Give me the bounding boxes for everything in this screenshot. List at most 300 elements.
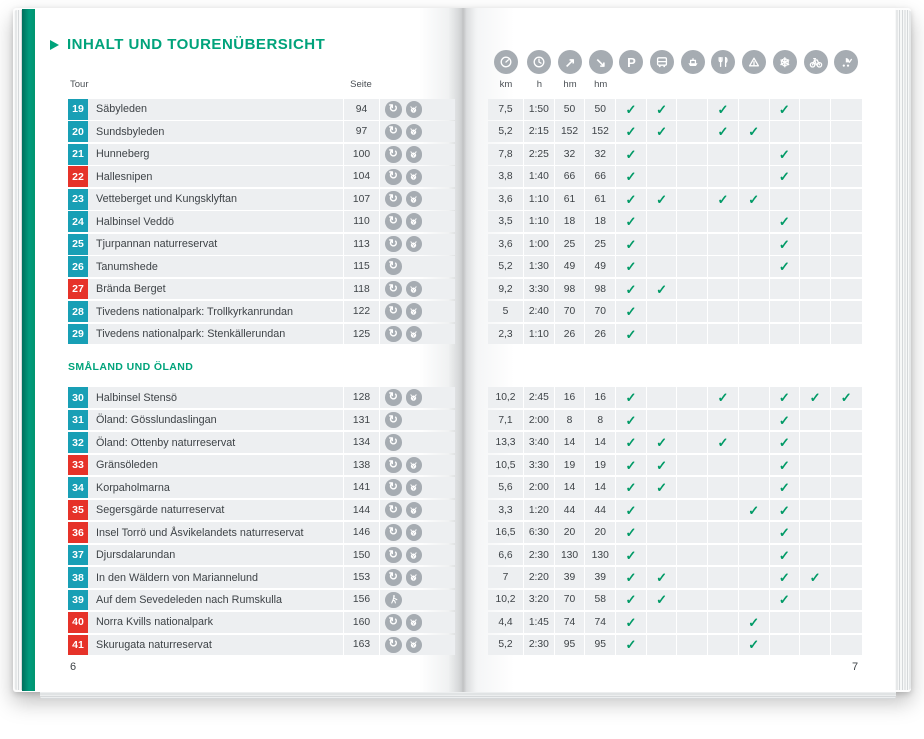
check-cell-bike (800, 567, 831, 588)
km-value: 10,5 (488, 455, 524, 476)
tour-type-icons (379, 477, 455, 498)
check-icon: ✓ (625, 570, 637, 585)
check-cell-bike (800, 324, 831, 345)
check-cell-parking (616, 455, 647, 476)
check-icon: ✓ (748, 637, 760, 653)
tour-name: Tjurpannan naturreservat (96, 238, 218, 251)
tour-row (68, 567, 862, 588)
check-cell-shelter (739, 500, 770, 521)
check-icon: ✓ (625, 390, 637, 406)
dog-icon (406, 281, 423, 298)
time-value: 1:50 (524, 99, 555, 120)
descent-value: 39 (585, 567, 616, 588)
tour-row-right (488, 545, 862, 566)
km-value: 16,5 (488, 522, 524, 543)
tour-row (68, 455, 862, 476)
tour-type-icons (379, 121, 455, 142)
tour-name: Korpaholmarna (96, 481, 170, 494)
tour-row-left (68, 256, 455, 277)
check-cell-restaurant (708, 500, 739, 521)
check-cell-shelter (739, 301, 770, 322)
check-cell-restaurant (708, 166, 739, 187)
time-value: 2:20 (524, 567, 555, 588)
descent-value: 130 (585, 545, 616, 566)
check-icon: ✓ (625, 502, 637, 518)
title-arrow-icon (50, 40, 59, 50)
gutter-gap (455, 166, 488, 187)
ascent-icon: ↗ (558, 50, 582, 74)
column-label-tour: Tour (70, 79, 89, 90)
check-cell-ferry (677, 189, 708, 210)
check-cell-bike (800, 234, 831, 255)
check-cell-winter (770, 279, 801, 300)
check-cell-shelter (739, 522, 770, 543)
check-cell-winter (770, 477, 801, 498)
dog-icon (406, 101, 423, 118)
tour-type-icons (379, 301, 455, 322)
tour-type-icons (379, 99, 455, 120)
tour-row-right (488, 522, 862, 543)
unit-label-clock: h (536, 79, 542, 90)
tour-number-badge: 31 (68, 410, 88, 431)
check-cell-restaurant (708, 234, 739, 255)
tour-page-number: 141 (343, 477, 379, 498)
tour-row (68, 590, 862, 611)
tour-page-number: 128 (343, 387, 379, 408)
descent-value: 19 (585, 455, 616, 476)
check-cell-stroller (831, 455, 862, 476)
page-title: INHALT UND TOURENÜBERSICHT (67, 36, 326, 53)
tour-name: Hunneberg (96, 148, 150, 161)
check-icon: ✓ (625, 281, 637, 297)
km-value: 7,1 (488, 410, 524, 431)
check-icon: ✓ (778, 169, 790, 185)
time-value: 3:20 (524, 590, 555, 611)
descent-value: 26 (585, 324, 616, 345)
check-cell-shelter (739, 144, 770, 165)
check-cell-bike (800, 455, 831, 476)
descent-value: 49 (585, 256, 616, 277)
tour-row (68, 477, 862, 498)
tour-row-right (488, 477, 862, 498)
km-value: 7,8 (488, 144, 524, 165)
gutter-gap (455, 635, 488, 656)
tour-row-right (488, 387, 862, 408)
clock-icon (527, 50, 551, 74)
check-cell-winter (770, 121, 801, 142)
check-cell-ferry (677, 234, 708, 255)
check-icon: ✓ (625, 214, 637, 230)
check-cell-bus (647, 410, 678, 431)
check-cell-shelter (739, 590, 770, 611)
gutter-gap (455, 567, 488, 588)
check-cell-parking (616, 166, 647, 187)
check-cell-shelter (739, 410, 770, 431)
time-value: 2:00 (524, 477, 555, 498)
check-cell-bus (647, 256, 678, 277)
tour-row-left (68, 99, 455, 120)
tour-row (68, 234, 862, 255)
km-value: 3,6 (488, 189, 524, 210)
check-cell-winter (770, 189, 801, 210)
descent-value: 32 (585, 144, 616, 165)
check-cell-winter (770, 324, 801, 345)
check-cell-parking (616, 144, 647, 165)
tour-row (68, 189, 862, 210)
tour-name: Vetteberget und Kungsklyftan (96, 193, 238, 206)
ascent-value: 98 (555, 279, 586, 300)
check-cell-bike (800, 522, 831, 543)
check-icon: ✓ (778, 525, 790, 541)
check-cell-parking (616, 635, 647, 656)
gutter-gap (455, 99, 488, 120)
check-icon: ✓ (656, 480, 668, 496)
check-cell-winter (770, 387, 801, 408)
ascent-value: 19 (555, 455, 586, 476)
km-value: 3,8 (488, 166, 524, 187)
check-cell-winter (770, 256, 801, 277)
tour-type-icons (379, 432, 455, 453)
descent-value: 70 (585, 301, 616, 322)
check-icon: ✓ (625, 547, 637, 563)
check-cell-shelter (739, 166, 770, 187)
tour-row (68, 545, 862, 566)
check-cell-parking (616, 567, 647, 588)
loop-icon: ↻ (385, 281, 402, 298)
time-value: 3:30 (524, 455, 555, 476)
dog-icon (406, 457, 423, 474)
dog-icon (406, 236, 423, 253)
loop-icon: ↻ (385, 236, 402, 253)
check-cell-winter (770, 99, 801, 120)
tour-type-icons (379, 324, 455, 345)
tour-number-badge: 33 (68, 455, 88, 476)
tour-row-right (488, 432, 862, 453)
header-col-ascent (555, 50, 586, 74)
time-value: 1:10 (524, 211, 555, 232)
tour-number-badge: 28 (68, 301, 88, 322)
check-cell-restaurant (708, 567, 739, 588)
dog-icon (406, 479, 423, 496)
tour-name: Säbyleden (96, 103, 148, 116)
check-cell-bus (647, 189, 678, 210)
check-cell-parking (616, 387, 647, 408)
check-cell-bus (647, 166, 678, 187)
loop-icon: ↻ (385, 479, 402, 496)
check-cell-bus (647, 432, 678, 453)
tour-row (68, 256, 862, 277)
check-cell-stroller (831, 522, 862, 543)
loop-icon: ↻ (385, 412, 402, 429)
tour-page-number: 150 (343, 545, 379, 566)
dog-icon (406, 614, 423, 631)
tour-row-left (68, 477, 455, 498)
gutter-gap (455, 545, 488, 566)
check-cell-winter (770, 144, 801, 165)
check-cell-stroller (831, 567, 862, 588)
check-cell-restaurant (708, 324, 739, 345)
time-value: 2:30 (524, 545, 555, 566)
unit-label-bike (800, 79, 831, 90)
loop-icon: ↻ (385, 457, 402, 474)
tour-page-number: 94 (343, 99, 379, 120)
loop-icon: ↻ (385, 258, 402, 275)
check-cell-parking (616, 522, 647, 543)
ferry-icon (681, 50, 705, 74)
check-cell-ferry (677, 432, 708, 453)
gutter-gap (455, 279, 488, 300)
check-cell-restaurant (708, 256, 739, 277)
tour-number-badge: 22 (68, 166, 88, 187)
check-icon: ✓ (778, 412, 790, 428)
ascent-value: 74 (555, 612, 586, 633)
check-cell-bike (800, 432, 831, 453)
tour-row-left (68, 189, 455, 210)
page-stack-left (14, 10, 22, 690)
check-icon: ✓ (778, 259, 790, 275)
check-cell-stroller (831, 301, 862, 322)
unit-label-shelter (739, 79, 770, 90)
loop-icon: ↻ (385, 389, 402, 406)
tour-page-number: 115 (343, 256, 379, 277)
km-value: 3,6 (488, 234, 524, 255)
check-icon: ✓ (625, 101, 637, 117)
check-cell-shelter (739, 189, 770, 210)
ascent-value: 44 (555, 500, 586, 521)
check-cell-bus (647, 612, 678, 633)
check-icon: ✓ (778, 502, 790, 518)
check-cell-parking (616, 301, 647, 322)
tour-page-number: 163 (343, 635, 379, 656)
ascent-value: 70 (555, 301, 586, 322)
page-stack-bottom (40, 692, 896, 699)
km-value: 5 (488, 301, 524, 322)
tour-page-number: 160 (343, 612, 379, 633)
tour-row-left (68, 211, 455, 232)
check-cell-stroller (831, 211, 862, 232)
tour-type-icons (379, 189, 455, 210)
km-value: 4,4 (488, 612, 524, 633)
loop-icon: ↻ (385, 213, 402, 230)
ascent-value: 16 (555, 387, 586, 408)
check-icon: ✓ (625, 259, 637, 275)
tour-page-number: 134 (343, 432, 379, 453)
dog-icon (406, 213, 423, 230)
check-icon: ✓ (748, 502, 760, 518)
tour-row (68, 301, 862, 322)
ascent-value: 32 (555, 144, 586, 165)
dog-icon (406, 303, 423, 320)
unit-label-bus (647, 79, 678, 90)
dog-icon (406, 389, 423, 406)
check-cell-bus (647, 590, 678, 611)
tour-name: Skurugata naturreservat (96, 638, 212, 651)
check-cell-ferry (677, 590, 708, 611)
check-icon: ✓ (656, 570, 668, 585)
ascent-value: 130 (555, 545, 586, 566)
loop-icon: ↻ (385, 524, 402, 541)
check-cell-stroller (831, 99, 862, 120)
check-cell-shelter (739, 612, 770, 633)
gutter-gap (455, 234, 488, 255)
tour-page-number: 97 (343, 121, 379, 142)
check-icon: ✓ (748, 191, 760, 207)
check-icon: ✓ (625, 191, 637, 207)
check-icon: ✓ (778, 547, 790, 563)
check-cell-ferry (677, 99, 708, 120)
dog-icon (406, 502, 423, 519)
check-cell-stroller (831, 324, 862, 345)
unit-label-stroller (831, 79, 862, 90)
gutter-gap (455, 612, 488, 633)
dog-icon (406, 124, 423, 141)
tour-row-left (68, 545, 455, 566)
tour-row-right (488, 567, 862, 588)
unit-label-speedometer: km (499, 79, 513, 90)
check-cell-parking (616, 590, 647, 611)
tour-name: Tivedens nationalpark: Stenkällerundan (96, 328, 286, 341)
check-cell-restaurant (708, 144, 739, 165)
ascent-value: 25 (555, 234, 586, 255)
gutter-gap (455, 522, 488, 543)
ascent-value: 39 (555, 567, 586, 588)
header-col-speedometer (488, 50, 524, 74)
check-cell-bus (647, 99, 678, 120)
tour-row (68, 387, 862, 408)
tour-page-number: 100 (343, 144, 379, 165)
tour-row (68, 99, 862, 120)
check-icon: ✓ (625, 124, 637, 140)
check-cell-bike (800, 545, 831, 566)
tour-page-number: 153 (343, 567, 379, 588)
tour-name: Insel Torrö und Åsvikelandets naturreservat (96, 526, 304, 539)
section-heading: SMÅLAND UND ÖLAND (68, 360, 194, 373)
check-cell-bus (647, 567, 678, 588)
check-cell-ferry (677, 256, 708, 277)
tour-number-badge: 25 (68, 234, 88, 255)
check-cell-winter (770, 522, 801, 543)
tour-number-badge: 34 (68, 477, 88, 498)
check-icon: ✓ (625, 592, 637, 608)
check-cell-bike (800, 121, 831, 142)
check-cell-winter (770, 166, 801, 187)
check-cell-restaurant (708, 612, 739, 633)
check-cell-bike (800, 301, 831, 322)
loop-icon: ↻ (385, 146, 402, 163)
descent-value: 14 (585, 477, 616, 498)
header-col-bike (800, 50, 831, 74)
check-cell-ferry (677, 301, 708, 322)
check-icon: ✓ (625, 614, 637, 630)
check-cell-bus (647, 121, 678, 142)
check-cell-ferry (677, 545, 708, 566)
check-cell-restaurant (708, 387, 739, 408)
check-cell-parking (616, 279, 647, 300)
time-value: 2:00 (524, 410, 555, 431)
time-value: 1:30 (524, 256, 555, 277)
shelter-icon (742, 50, 766, 74)
time-value: 1:40 (524, 166, 555, 187)
tour-row-left (68, 567, 455, 588)
tour-row-right (488, 234, 862, 255)
check-icon: ✓ (656, 457, 668, 473)
tour-row (68, 410, 862, 431)
tour-type-icons (379, 635, 455, 656)
gutter-gap (455, 500, 488, 521)
header-icons-row (488, 50, 862, 74)
check-cell-ferry (677, 410, 708, 431)
check-icon: ✓ (625, 435, 637, 451)
tour-name: Hallesnipen (96, 170, 153, 183)
tour-name: Tivedens nationalpark: Trollkyrkanrundan (96, 305, 294, 318)
tour-row (68, 635, 862, 656)
gutter-gap (455, 324, 488, 345)
check-cell-bike (800, 211, 831, 232)
tour-row (68, 166, 862, 187)
check-cell-parking (616, 432, 647, 453)
tour-row-right (488, 279, 862, 300)
check-cell-parking (616, 545, 647, 566)
check-cell-shelter (739, 545, 770, 566)
tour-type-icons (379, 279, 455, 300)
check-cell-restaurant (708, 455, 739, 476)
unit-label-restaurant (708, 79, 739, 90)
tour-type-icons (379, 455, 455, 476)
time-value: 1:45 (524, 612, 555, 633)
gutter-gap (455, 301, 488, 322)
gutter-gap (455, 387, 488, 408)
check-cell-restaurant (708, 301, 739, 322)
tour-type-icons (379, 256, 455, 277)
check-icon: ✓ (717, 191, 729, 207)
check-icon: ✓ (625, 637, 637, 653)
tour-row-right (488, 211, 862, 232)
tour-type-icons (379, 522, 455, 543)
check-cell-ferry (677, 211, 708, 232)
check-cell-stroller (831, 279, 862, 300)
check-cell-winter (770, 432, 801, 453)
check-cell-shelter (739, 635, 770, 656)
check-cell-bus (647, 144, 678, 165)
tour-page-number: 118 (343, 279, 379, 300)
header-col-descent (585, 50, 616, 74)
tour-page-number: 110 (343, 211, 379, 232)
check-cell-stroller (831, 121, 862, 142)
km-value: 10,2 (488, 387, 524, 408)
check-cell-winter (770, 234, 801, 255)
page-stack-right (895, 10, 911, 690)
descent-value: 16 (585, 387, 616, 408)
tour-page-number: 144 (343, 500, 379, 521)
check-icon: ✓ (717, 124, 729, 140)
bike-icon (804, 50, 828, 74)
check-icon: ✓ (748, 614, 760, 630)
check-icon: ✓ (656, 101, 668, 117)
ascent-value: 20 (555, 522, 586, 543)
check-cell-shelter (739, 211, 770, 232)
loop-icon: ↻ (385, 614, 402, 631)
loop-icon: ↻ (385, 569, 402, 586)
check-cell-winter (770, 612, 801, 633)
check-cell-stroller (831, 189, 862, 210)
check-cell-winter (770, 545, 801, 566)
tour-number-badge: 36 (68, 522, 88, 543)
loop-icon: ↻ (385, 124, 402, 141)
tour-row-right (488, 410, 862, 431)
ascent-value: 152 (555, 121, 586, 142)
gutter-gap (455, 256, 488, 277)
check-cell-winter (770, 567, 801, 588)
